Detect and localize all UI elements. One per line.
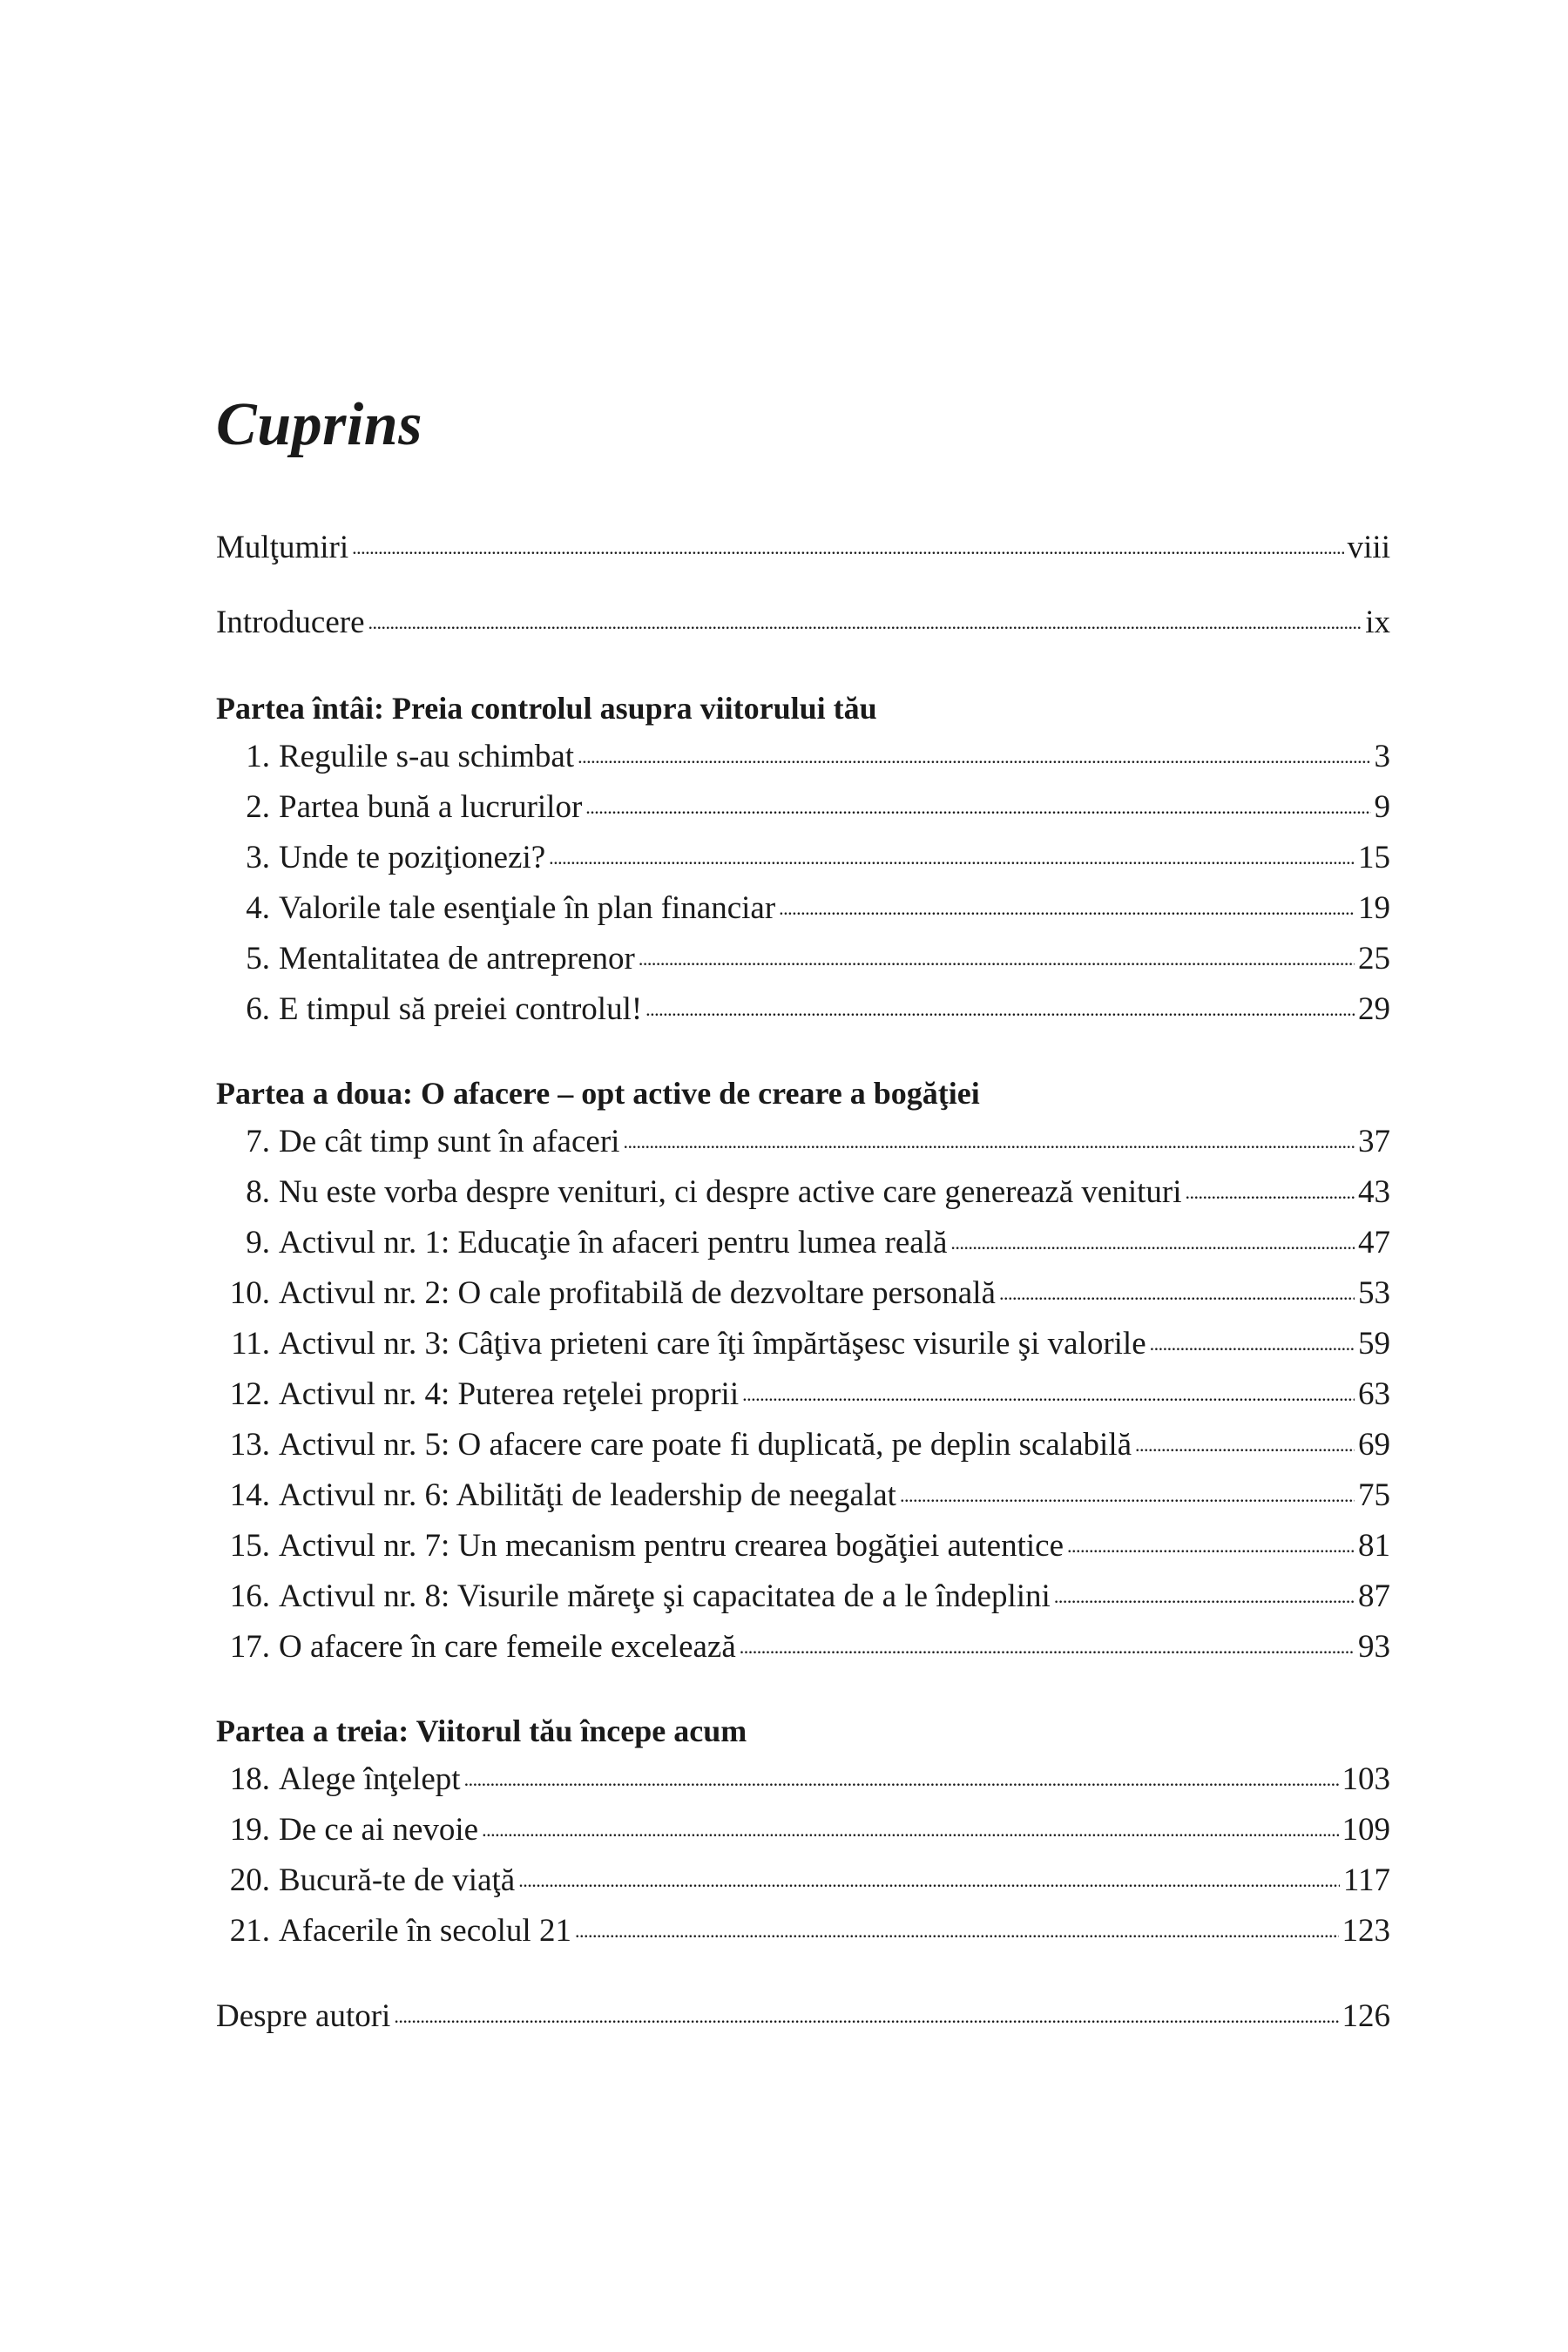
toc-entry-label: Activul nr. 3: Câţiva prieteni care îţi împărtăşesc visurile şi valorile	[279, 1326, 1146, 1362]
toc-entry-chapter[interactable]	[216, 833, 1390, 883]
toc-entry-label: Unde te poziţionezi?	[279, 840, 546, 875]
chapter-number: 21.	[229, 1913, 270, 1949]
toc-entry-chapter[interactable]	[216, 1906, 1390, 1957]
chapter-number: 5.	[246, 941, 270, 977]
dot-leader	[645, 984, 1355, 1035]
dot-leader	[623, 1117, 1355, 1167]
toc-entry-chapter[interactable]	[216, 1470, 1390, 1521]
toc-entry-chapter[interactable]	[216, 1420, 1390, 1470]
toc-entry-chapter[interactable]	[216, 934, 1390, 984]
toc-entry-chapter[interactable]	[216, 732, 1390, 782]
chapter-number: 2.	[246, 789, 270, 825]
toc-entry-label: Mulţumiri	[216, 530, 349, 565]
dot-leader	[740, 1622, 1355, 1673]
toc-entry-label: De ce ai nevoie	[279, 1812, 479, 1848]
chapter-number: 12.	[229, 1376, 270, 1412]
toc-entry-chapter[interactable]	[216, 1369, 1390, 1420]
dot-leader	[585, 782, 1370, 833]
toc-entry-chapter[interactable]	[216, 1218, 1390, 1268]
chapter-number: 3.	[246, 840, 270, 875]
toc-entry-label: Introducere	[216, 605, 365, 640]
toc-entry-page: 87	[1358, 1578, 1390, 1614]
dot-leader	[950, 1218, 1355, 1268]
chapter-number: 8.	[246, 1174, 270, 1210]
toc-entry-page: viii	[1347, 530, 1390, 565]
chapter-number: 7.	[246, 1124, 270, 1159]
chapter-number: 17.	[229, 1629, 270, 1665]
toc-entry-page: 63	[1358, 1376, 1390, 1412]
toc-entry-label: Activul nr. 5: O afacere care poate fi duplicată, pe deplin scalabilă	[279, 1427, 1132, 1463]
toc-entry-chapter[interactable]	[216, 1805, 1390, 1855]
toc-entry-label: Bucură-te de viaţă	[279, 1862, 516, 1898]
toc-entry-page: 37	[1358, 1124, 1390, 1159]
dot-leader	[1186, 1167, 1355, 1218]
toc-entry-chapter[interactable]	[216, 1167, 1390, 1218]
toc-entry-label: Activul nr. 7: Un mecanism pentru crearea bogăţiei autentice	[279, 1528, 1064, 1564]
toc-entry-front[interactable]	[216, 598, 1390, 648]
dot-leader	[518, 1855, 1340, 1906]
chapter-number: 13.	[229, 1427, 270, 1463]
toc-entry-page: 59	[1358, 1326, 1390, 1362]
part-heading: Partea întâi: Preia controlul asupra viitorului tău	[216, 691, 877, 726]
toc-entry-page: 75	[1358, 1477, 1390, 1513]
dot-leader	[1135, 1420, 1355, 1470]
toc-entry-label: Partea bună a lucrurilor	[279, 789, 583, 825]
toc-entry-chapter[interactable]	[216, 1754, 1390, 1805]
chapter-number: 15.	[229, 1528, 270, 1564]
toc-entry-label: Nu este vorba despre venituri, ci despre active care generează venituri	[279, 1174, 1182, 1210]
dot-leader	[900, 1470, 1355, 1521]
chapter-number: 6.	[246, 991, 270, 1027]
toc-entry-label: E timpul să preiei controlul!	[279, 991, 643, 1027]
toc-entry-label: Mentalitatea de antreprenor	[279, 941, 635, 977]
toc-entry-page: 123	[1342, 1913, 1390, 1949]
toc-entry-page: 25	[1358, 941, 1390, 977]
dot-leader	[1067, 1521, 1355, 1571]
toc-entry-chapter[interactable]	[216, 1855, 1390, 1906]
chapter-number: 11.	[231, 1326, 270, 1362]
toc-entry-chapter[interactable]	[216, 1521, 1390, 1571]
page-title: Cuprins	[216, 391, 422, 458]
toc-entry-page: 19	[1358, 890, 1390, 926]
toc-entry-page: 103	[1342, 1761, 1390, 1797]
dot-leader	[394, 1991, 1338, 2042]
toc-entry-page: 47	[1358, 1225, 1390, 1260]
toc-entry-page: 53	[1358, 1275, 1390, 1311]
part-heading: Partea a doua: O afacere – opt active de creare a bogăţiei	[216, 1076, 980, 1111]
dot-leader	[779, 883, 1355, 934]
toc-entry-back[interactable]	[216, 1991, 1390, 2042]
dot-leader	[742, 1369, 1355, 1420]
toc-entry-page: 15	[1358, 840, 1390, 875]
toc-entry-label: Activul nr. 1: Educaţie în afaceri pentru lumea reală	[279, 1225, 948, 1260]
toc-entry-page: 43	[1358, 1174, 1390, 1210]
toc-entry-label: O afacere în care femeile excelează	[279, 1629, 736, 1665]
toc-entry-label: Regulile s-au schimbat	[279, 739, 575, 774]
chapter-number: 14.	[229, 1477, 270, 1513]
dot-leader	[578, 732, 1370, 782]
toc-entry-chapter[interactable]	[216, 1117, 1390, 1167]
toc-entry-page: 3	[1374, 739, 1390, 774]
toc-entry-label: Valorile tale esenţiale în plan financiar	[279, 890, 776, 926]
dot-leader	[368, 598, 1362, 648]
chapter-number: 18.	[229, 1761, 270, 1797]
toc-entry-page: 29	[1358, 991, 1390, 1027]
dot-leader	[464, 1754, 1339, 1805]
toc-entry-label: Activul nr. 2: O cale profitabilă de dezvoltare personală	[279, 1275, 996, 1311]
toc-entry-page: ix	[1365, 605, 1390, 640]
dot-leader	[999, 1268, 1355, 1319]
toc-entry-label: Alege înţelept	[279, 1761, 461, 1797]
toc-entry-page: 69	[1358, 1427, 1390, 1463]
toc-entry-chapter[interactable]	[216, 1319, 1390, 1369]
chapter-number: 10.	[229, 1275, 270, 1311]
toc-entry-label: De cât timp sunt în afaceri	[279, 1124, 620, 1159]
toc-entry-chapter[interactable]	[216, 782, 1390, 833]
toc-entry-label: Activul nr. 6: Abilităţi de leadership de neegalat	[279, 1477, 896, 1513]
toc-entry-label: Activul nr. 4: Puterea reţelei proprii	[279, 1376, 740, 1412]
dot-leader	[1054, 1571, 1355, 1622]
toc-entry-page: 81	[1358, 1528, 1390, 1564]
chapter-number: 1.	[246, 739, 270, 774]
dot-leader	[639, 934, 1355, 984]
toc-entry-front[interactable]	[216, 523, 1390, 573]
dot-leader	[482, 1805, 1338, 1855]
dot-leader	[575, 1906, 1339, 1957]
toc-entry-chapter[interactable]	[216, 1622, 1390, 1673]
toc-entry-chapter[interactable]	[216, 883, 1390, 934]
toc-entry-label: Despre autori	[216, 1998, 391, 2034]
toc-entry-chapter[interactable]	[216, 1268, 1390, 1319]
toc-entry-page: 93	[1358, 1629, 1390, 1665]
toc-entry-page: 109	[1342, 1812, 1390, 1848]
toc-entry-chapter[interactable]	[216, 1571, 1390, 1622]
dot-leader	[1150, 1319, 1355, 1369]
chapter-number: 16.	[229, 1578, 270, 1614]
chapter-number: 20.	[229, 1862, 270, 1898]
dot-leader	[352, 523, 1344, 573]
toc-entry-chapter[interactable]	[216, 984, 1390, 1035]
toc-entry-page: 9	[1374, 789, 1390, 825]
part-heading: Partea a treia: Viitorul tău începe acum	[216, 1713, 747, 1748]
toc-entry-label: Afacerile în secolul 21	[279, 1913, 571, 1949]
toc-entry-page: 117	[1342, 1862, 1390, 1898]
dot-leader	[549, 833, 1355, 883]
chapter-number: 4.	[246, 890, 270, 926]
chapter-number: 9.	[246, 1225, 270, 1260]
chapter-number: 19.	[229, 1812, 270, 1848]
toc-entry-label: Activul nr. 8: Visurile măreţe şi capacitatea de a le îndeplini	[279, 1578, 1051, 1614]
toc-entry-page: 126	[1342, 1998, 1390, 2034]
